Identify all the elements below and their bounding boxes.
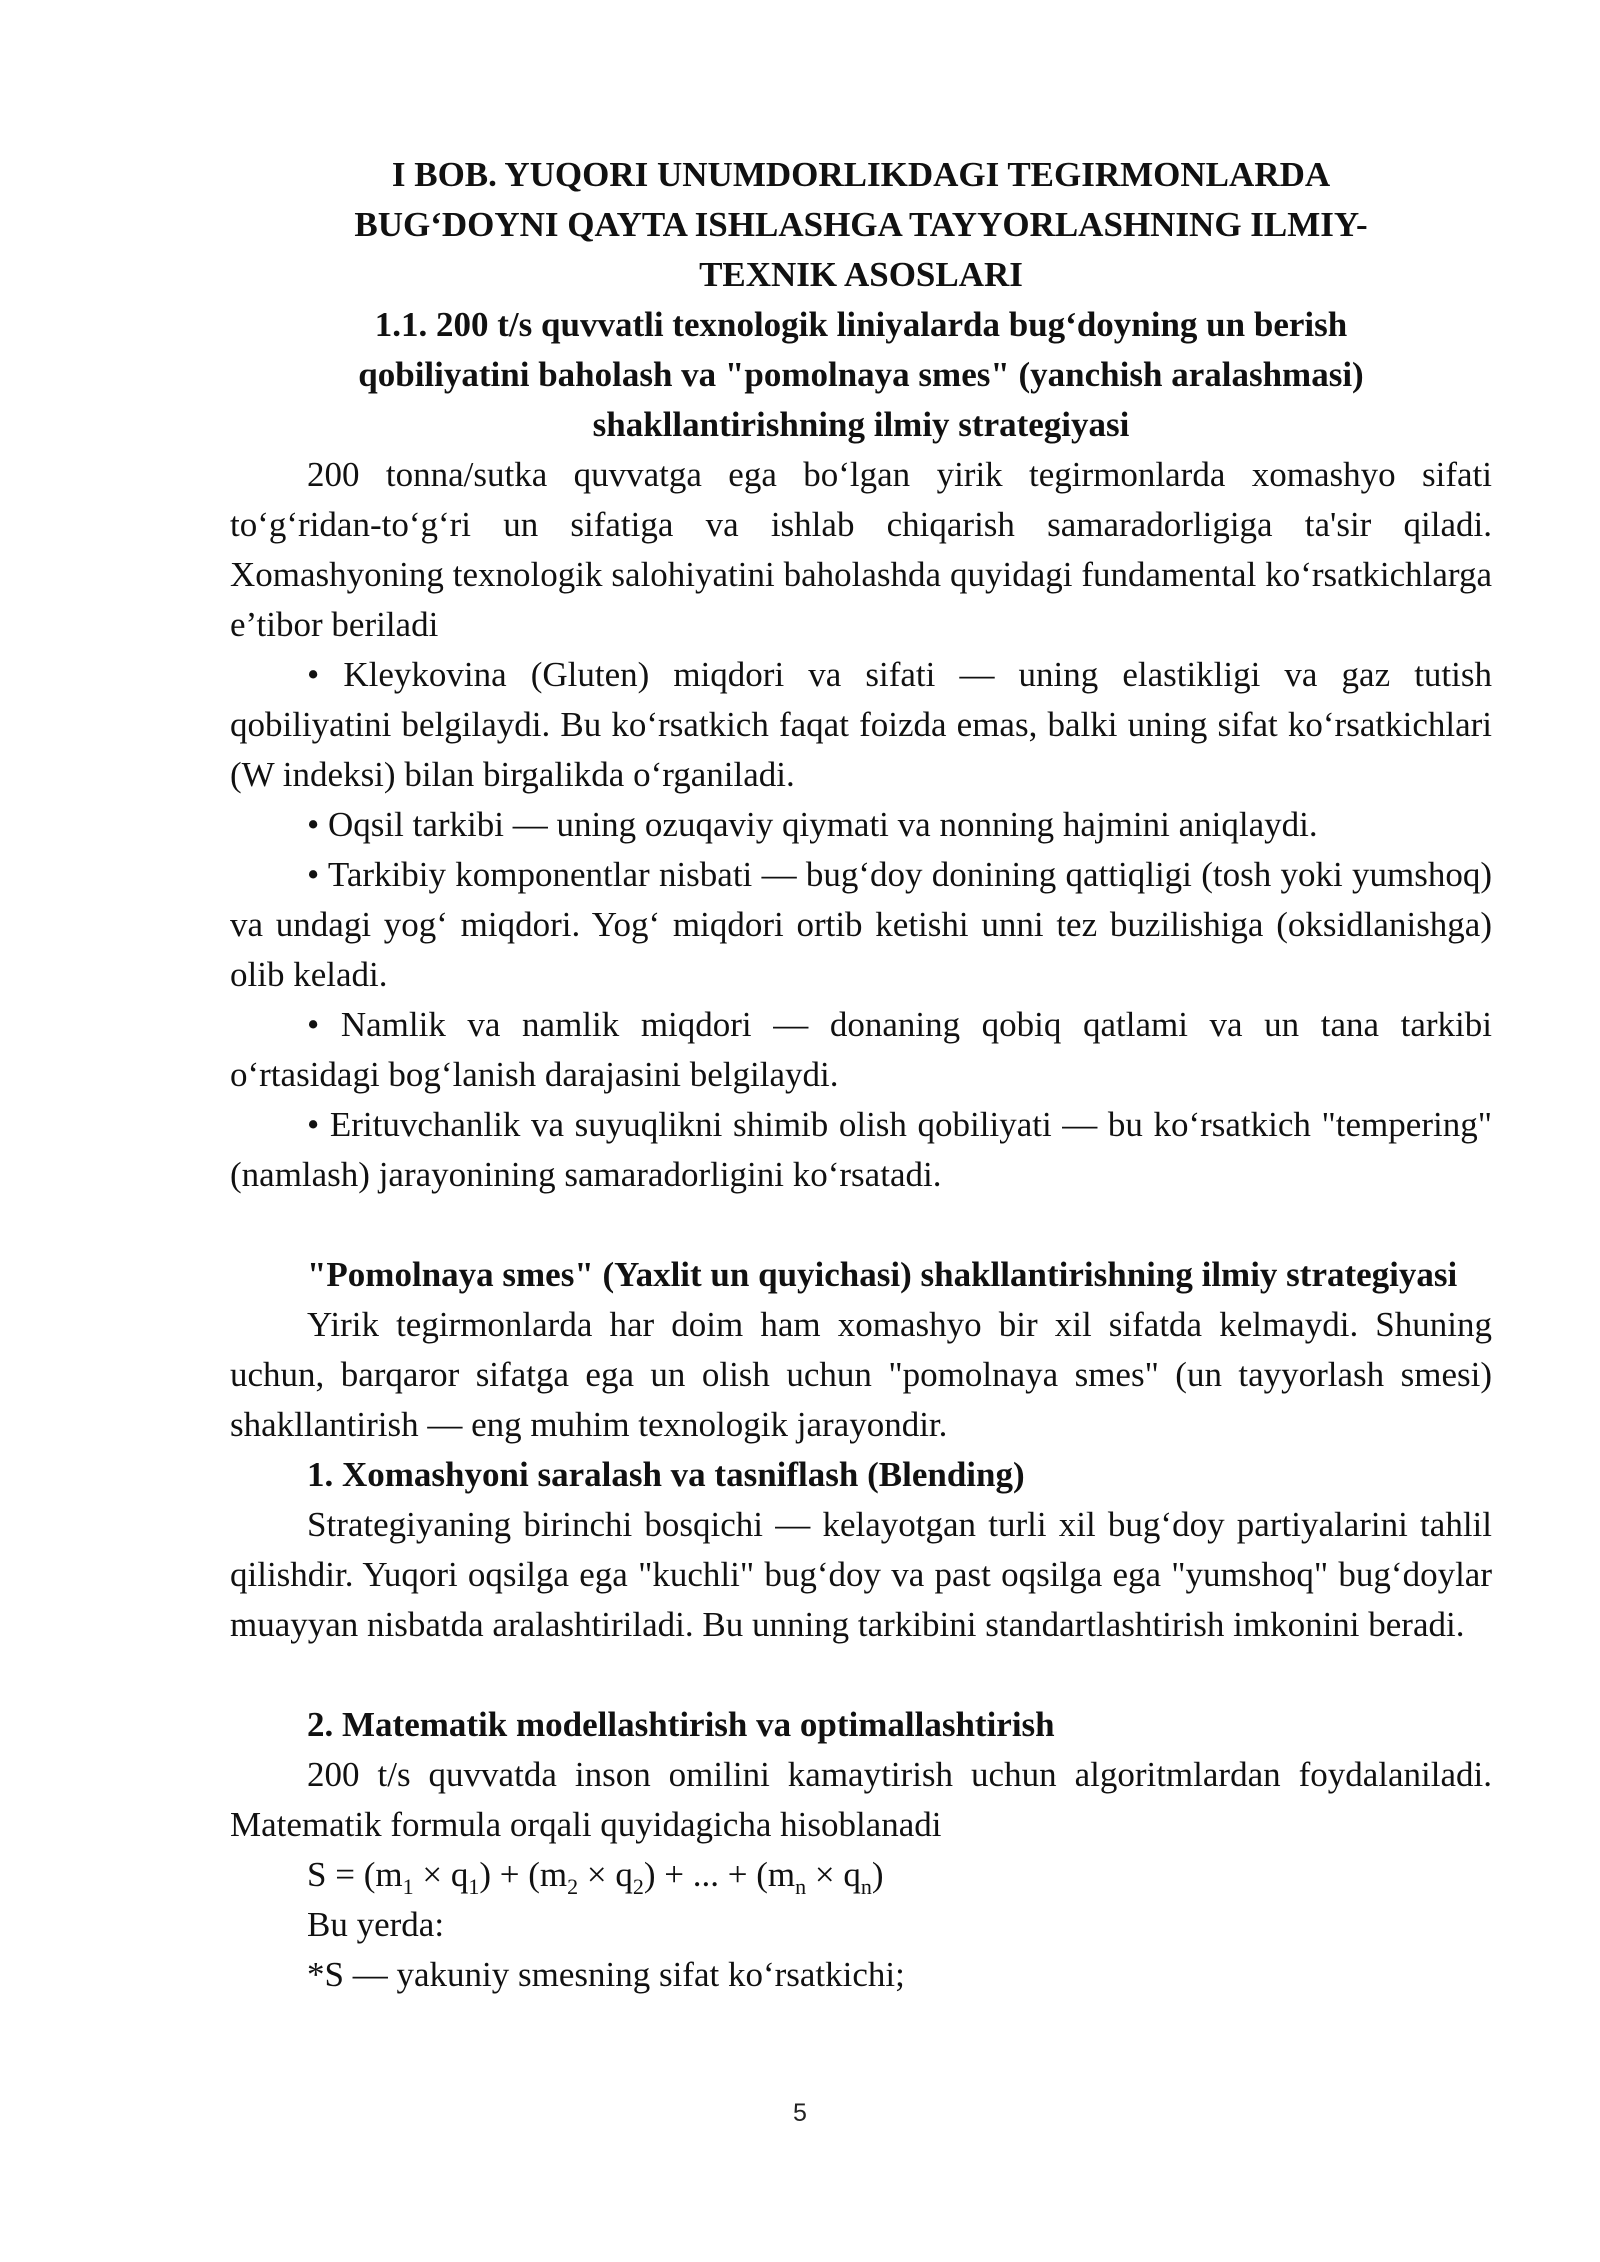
bullet-gluten: • Kleykovina (Gluten) miqdori va sifati — uning elastikligi va gaz tutish qobiliyatini belgilaydi. Bu ko‘rsatkich faqat foizda emas, balki uning sifat ko‘rsatkichlari (W indeksi) bilan birgalikda o‘rganiladi. <box>230 655 1492 794</box>
step1-paragraph: Strategiyaning birinchi bosqichi — kelayotgan turli xil bug‘doy partiyalarini tahlil qilishdir. Yuqori oqsilga ega "kuchli" bug‘doy va past oqsilga ega "yumshoq" bug‘doylar muayyan nisbatda aralashtiriladi. Bu unning tarkibini standartlashtirish imkonini beradi. <box>230 1505 1492 1644</box>
blank-line <box>230 1650 1492 1700</box>
section-title-line-1: 1.1. 200 t/s quvvatli texnologik liniyalarda bug‘doyning un berish <box>374 305 1348 344</box>
step2-heading: 2. Matematik modellashtirish va optimallashtirish <box>307 1705 1055 1744</box>
section-title-line-2: qobiliyatini baholash va "pomolnaya smes" (yanchish aralashmasi) <box>358 355 1364 394</box>
strategy-paragraph: Yirik tegirmonlarda har doim ham xomashyo bir xil sifatda kelmaydi. Shuning uchun, barqaror sifatga ega un olish uchun "pomolnaya smes" (un tayyorlash smesi) shakllantirish — eng muhim texnologik jarayondir. <box>230 1305 1492 1444</box>
document-page <box>230 150 1492 2000</box>
bullet-protein: • Oqsil tarkibi — uning ozuqaviy qiymati va nonning hajmini aniqlaydi. <box>307 805 1318 844</box>
definition-s: *S — yakuniy smesning sifat ko‘rsatkichi; <box>307 1955 905 1994</box>
bullet-moisture: • Namlik va namlik miqdori — donaning qobiq qatlami va un tana tarkibi o‘rtasidagi bog‘lanish darajasini belgilaydi. <box>230 1005 1492 1094</box>
page-number: 5 <box>793 2099 807 2127</box>
blank-line <box>230 1200 1492 1250</box>
chapter-title-line-2: BUG‘DOYNI QAYTA ISHLASHGA TAYYORLASHNING ILMIY- <box>354 205 1368 244</box>
intro-paragraph: 200 tonna/sutka quvvatga ega bo‘lgan yirik tegirmonlarda xomashyo sifati to‘g‘ridan-to‘g‘ri un sifatiga va ishlab chiqarish samaradorligiga ta'sir qiladi. Xomashyoning texnologik salohiyatini baholashda quyidagi fundamental ko‘rsatkichlarga e’tibor beriladi <box>230 455 1492 644</box>
strategy-heading: "Pomolnaya smes" (Yaxlit un quyichasi) shakllantirishning ilmiy strategiyasi <box>307 1255 1458 1294</box>
step2-paragraph: 200 t/s quvvatda inson omilini kamaytirish uchun algoritmlardan foydalaniladi. Matematik formula orqali quyidagicha hisoblanadi <box>230 1755 1492 1844</box>
section-title-line-3: shakllantirishning ilmiy strategiyasi <box>592 405 1130 444</box>
bullet-components: • Tarkibiy komponentlar nisbati — bug‘doy donining qattiqligi (tosh yoki yumshoq) va undagi yog‘ miqdori. Yog‘ miqdori ortib ketishi unni tez buzilishiga (oksidlanishga) olib keladi. <box>230 855 1492 994</box>
chapter-title-line-1: I BOB. YUQORI UNUMDORLIKDAGI TEGIRMONLARDA <box>391 155 1331 194</box>
formula: $S = (m_1 \times q_1) + (m_2 \times q_2)$ + ... + $(m_n \times q_n)$ <box>307 1855 884 1899</box>
step1-heading: 1. Xomashyoni saralash va tasniflash (Blending) <box>307 1455 1025 1494</box>
bullet-solubility: • Erituvchanlik va suyuqlikni shimib olish qobiliyati — bu ko‘rsatkich "tempering" (namlash) jarayonining samaradorligini ko‘rsatadi. <box>230 1105 1492 1194</box>
where-label: Bu yerda: <box>307 1905 445 1944</box>
chapter-title-line-3: TEXNIK ASOSLARI <box>699 255 1023 294</box>
